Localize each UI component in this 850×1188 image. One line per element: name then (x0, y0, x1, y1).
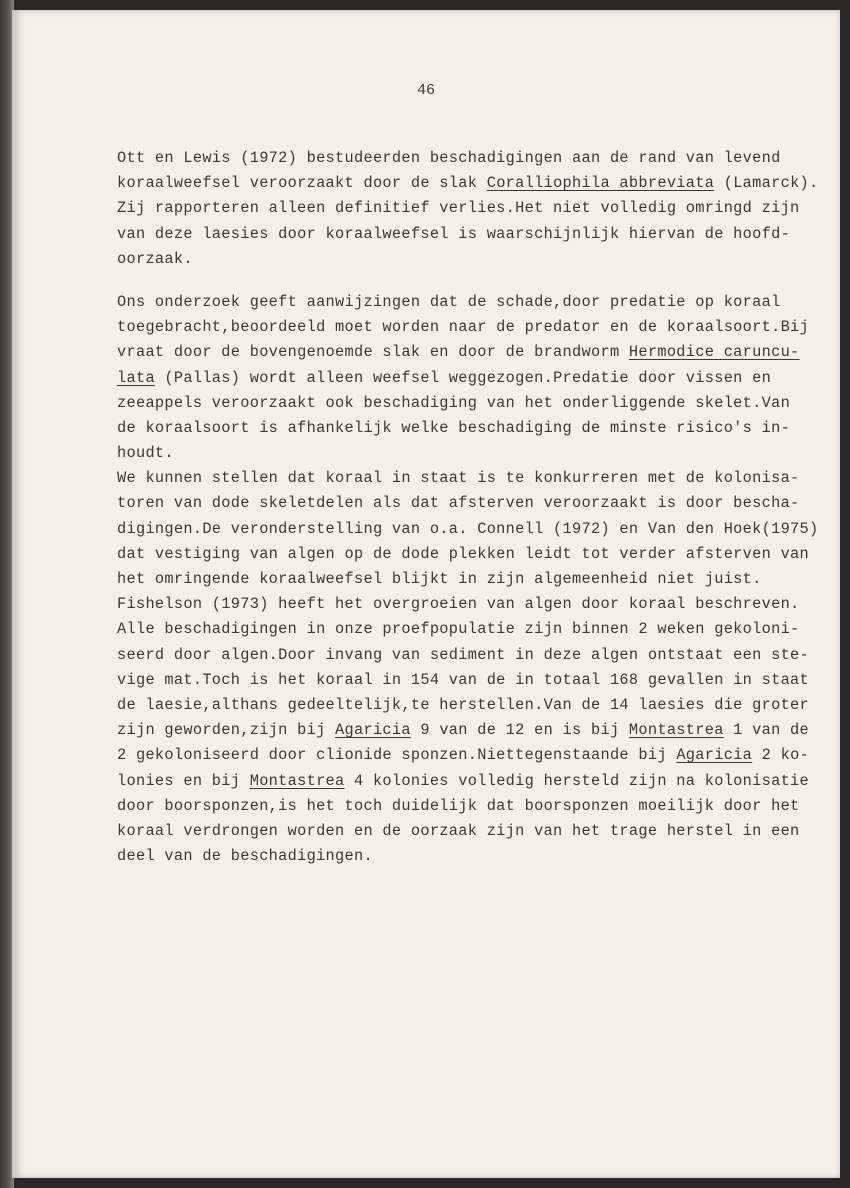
text-line (117, 466, 800, 491)
text-segment: oorzaak. (117, 249, 193, 268)
text-segment: seerd door algen.Door invang van sediment in deze algen ontstaat een ste- (117, 645, 810, 664)
text-line (117, 247, 777, 272)
text-line (117, 416, 791, 441)
text-segment: 1 van de (723, 721, 810, 740)
text-segment: koraalweefsel veroorzaakt door de slak (117, 174, 487, 193)
text-segment: van deze laesies door koraalweefsel is waarschijnlijk hiervan de hoofd- (117, 224, 791, 243)
text-line (117, 366, 777, 391)
text-segment: Ons onderzoek geeft aanwijzingen dat de schade,door predatie op koraal (117, 292, 781, 311)
text-segment: lonies en bij (117, 771, 250, 790)
text-segment: 9 van de 12 en is bij (410, 721, 629, 740)
text-line (117, 592, 800, 617)
text-segment: 2 gekoloniseerd door clionide sponzen.Niettegenstaande bij (117, 746, 677, 765)
text-line (117, 718, 810, 743)
text-segment: dat vestiging van algen op de dode plekken leidt tot verder afsterven van (117, 544, 810, 563)
text-line (117, 542, 810, 567)
text-segment: 2 ko- (752, 746, 810, 765)
text-line (117, 769, 810, 794)
text-line (117, 794, 800, 819)
text-segment: het omringende koraalweefsel blijkt in zijn algemeenheid niet juist. (117, 570, 762, 588)
text-line (117, 340, 800, 365)
paragraph (117, 146, 819, 272)
species-name: lata (117, 368, 155, 387)
text-segment: deel van de beschadigingen. (117, 847, 373, 866)
text-segment: koraal verdrongen worden en de oorzaak zijn van het trage herstel in een (117, 821, 800, 840)
text-segment: digingen.De veronderstelling van o.a. Connell (1972) en Van den Hoek(1975) (117, 519, 819, 538)
text-line (117, 290, 781, 315)
species-name: Montastrea (249, 771, 345, 790)
text-line (117, 171, 819, 196)
text-line (117, 693, 810, 718)
text-segment: zijn geworden,zijn bij (117, 721, 336, 740)
species-name: Hermodice caruncu- (628, 343, 800, 362)
text-line (117, 391, 791, 416)
species-name: Agaricia (335, 721, 411, 740)
document-page (12, 10, 840, 1178)
text-line (117, 517, 819, 542)
text-line (117, 743, 810, 768)
text-line (117, 668, 810, 693)
text-segment: Fishelson (1973) heeft het overgroeien van algen door koraal beschreven. (117, 595, 800, 614)
text-line (117, 491, 800, 516)
text-segment: Ott en Lewis (1972) bestudeerden beschadigingen aan de rand van levend (117, 149, 781, 167)
text-segment: houdt. (117, 444, 174, 463)
text-line (117, 567, 777, 592)
text-segment: vraat door de bovengenoemde slak en door de brandworm (117, 343, 629, 362)
text-line (117, 222, 791, 247)
species-name: Agaricia (676, 746, 753, 765)
paragraph (117, 290, 819, 869)
text-segment: We kunnen stellen dat koraal in staat is te konkurreren met de kolonisa- (117, 469, 800, 488)
text-line (117, 844, 777, 869)
text-line (117, 441, 777, 466)
text-segment: (Lamarck). (714, 174, 819, 193)
text-line (117, 617, 800, 642)
page-number: 46 (416, 82, 435, 99)
text-segment: Alle beschadigingen in onze proefpopulatie zijn binnen 2 weken gekoloni- (117, 620, 800, 639)
species-name: Montastrea (628, 721, 724, 740)
paragraph-gap (117, 272, 777, 290)
text-line (117, 315, 810, 340)
text-segment: toegebracht,beoordeeld moet worden naar de predator en de koraalsoort.Bij (117, 318, 810, 337)
text-segment: de koraalsoort is afhankelijk welke beschadiging de minste risico's in- (117, 418, 791, 437)
text-segment: toren van dode skeletdelen als dat afsterven veroorzaakt is door bescha- (117, 494, 800, 513)
text-segment: 4 kolonies volledig hersteld zijn na kolonisatie (344, 771, 810, 790)
text-segment: door boorsponzen,is het toch duidelijk dat boorsponzen moeilijk door het (117, 796, 800, 815)
text-line (117, 196, 800, 221)
text-segment: (Pallas) wordt alleen weefsel weggezogen.Predatie door vissen en (154, 368, 772, 387)
text-segment: zeeappels veroorzaakt ook beschadiging van het onderliggende skelet.Van (117, 393, 791, 412)
text-segment: vige mat.Toch is het koraal in 154 van de in totaal 168 gevallen in staat (117, 670, 810, 689)
text-line (117, 146, 781, 171)
text-line (117, 819, 800, 844)
text-segment: de laesie,althans gedeeltelijk,te herstellen.Van de 14 laesies die groter (117, 695, 810, 714)
text-segment: Zij rapporteren alleen definitief verlies.Het niet volledig omringd zijn (117, 199, 800, 218)
text-line (117, 643, 810, 668)
species-name: Coralliophila abbreviata (486, 174, 715, 193)
body-text (117, 146, 819, 869)
